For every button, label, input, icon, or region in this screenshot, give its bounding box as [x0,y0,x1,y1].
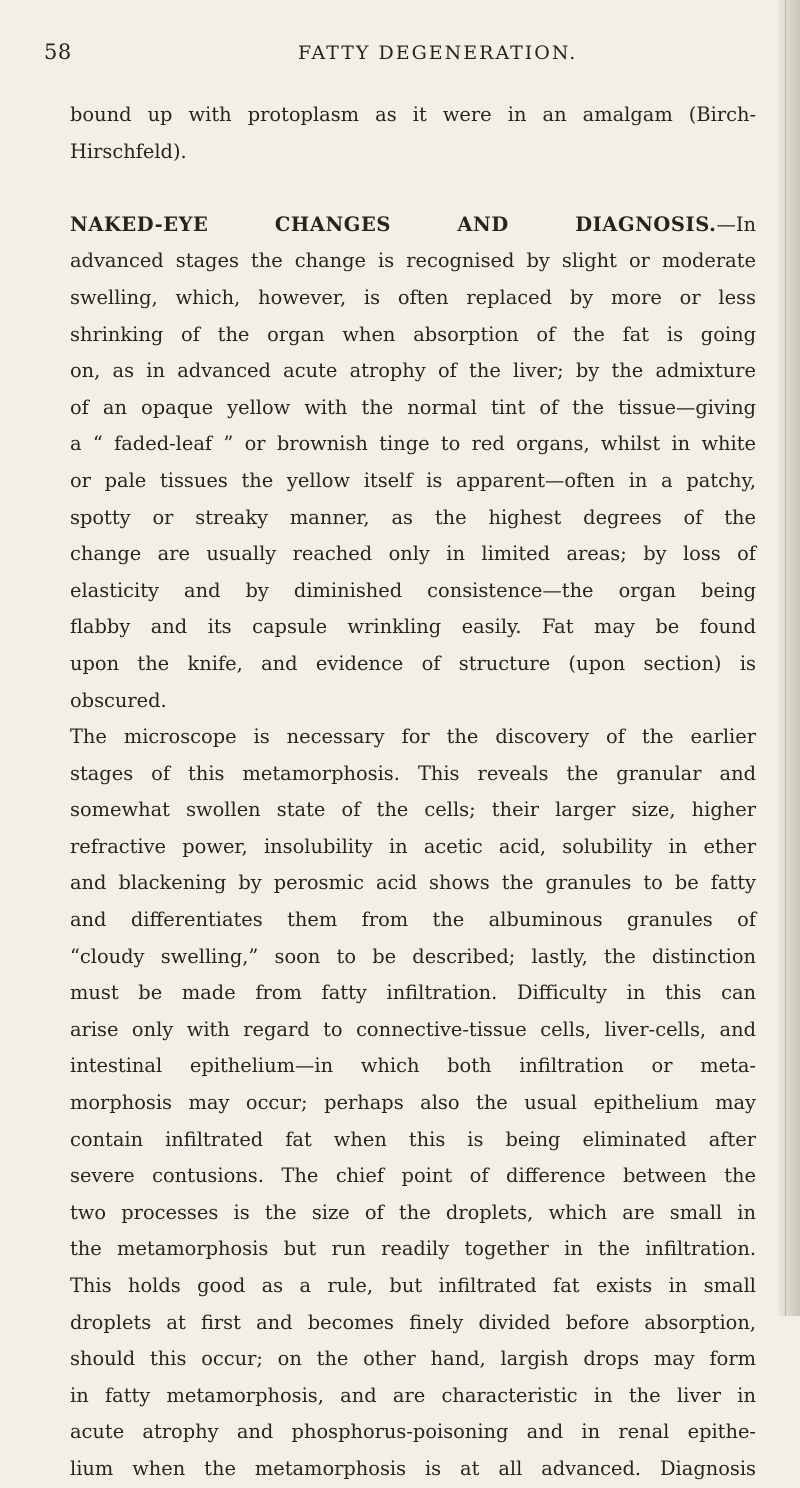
paragraph-gap [70,170,756,207]
text-line: obscured. [70,688,167,712]
text-line: “cloudy swelling,” soon to be described; lastly, the distinction [70,944,756,968]
page-edge-shadow [778,0,800,1316]
text-line: Hirschfeld). [70,139,187,163]
text-line: or pale tissues the yellow itself is apparent—often in a patchy, [70,468,756,492]
text-line: the metamorphosis but run readily together in the infiltration. [70,1237,756,1261]
text-line: two processes is the size of the droplets, which are small in [70,1200,756,1224]
text-line: bound up with protoplasm as it were in an amalgam (Birch- [70,103,756,126]
text-line: severe contusions. The chief point of difference between the [70,1164,756,1188]
section-heading: NAKED-EYE CHANGES AND DIAGNOSIS. [70,212,717,236]
text-line: lium when the metamorphosis is at all advanced. Diagnosis [70,1456,756,1480]
text-line: elasticity and by diminished consistence—the organ being [70,578,756,602]
text-line: morphosis may occur; perhaps also the usual epithelium may [70,1091,756,1115]
text-line: spotty or streaky manner, as the highest degrees of the [70,505,756,529]
text-line: a “ faded-leaf ” or brownish tinge to red organs, whilst in white [70,432,756,456]
section-heading-line [70,207,756,244]
page-gutter-line [785,0,786,1316]
text-line: in fatty metamorphosis, and are characteristic in the liver in [70,1383,756,1407]
text-line: flabby and its capsule wrinkling easily. Fat may be found [70,615,756,639]
text-line: on, as in advanced acute atrophy of the liver; by the admixture [70,359,756,383]
running-head: FATTY DEGENERATION. [298,42,578,64]
text-line: acute atrophy and phosphorus-poisoning and in renal epithe- [70,1420,756,1444]
text-line: upon the knife, and evidence of structure (upon section) is [70,651,756,675]
text-line: droplets at first and becomes finely divided before absorption, [70,1310,756,1334]
text-line: shrinking of the organ when absorption of the fat is going [70,322,756,346]
page-header [44,40,754,76]
text-line: contain infiltrated fat when this is being eliminated after [70,1127,756,1151]
text-line: This holds good as a rule, but infiltrated fat exists in small [70,1274,756,1297]
page-number: 58 [44,40,72,64]
text-line: of an opaque yellow with the normal tint of the tissue—giving [70,395,756,419]
text-line: The microscope is necessary for the discovery of the earlier [70,725,756,749]
heading-tail: —In [716,212,756,236]
text-line: and differentiates them from the albuminous granules of [70,908,756,932]
text-line: arise only with regard to connective-tissue cells, liver-cells, and [70,1017,756,1041]
body-text [70,97,756,1488]
text-line: somewhat swollen state of the cells; their larger size, higher [70,798,756,822]
text-line: swelling, which, however, is often replaced by more or less [70,285,756,309]
text-line: refractive power, insolubility in acetic acid, solubility in ether [70,834,756,858]
text-line: should this occur; on the other hand, largish drops may form [70,1347,756,1371]
text-line: and blackening by perosmic acid shows the granules to be fatty [70,871,756,895]
text-line: stages of this metamorphosis. This reveals the granular and [70,761,756,785]
text-line: intestinal epithelium—in which both infiltration or meta- [70,1054,756,1078]
text-line: must be made from fatty infiltration. Difficulty in this can [70,981,756,1005]
text-line: change are usually reached only in limited areas; by loss of [70,542,756,566]
text-line: advanced stages the change is recognised by slight or moderate [70,249,756,273]
